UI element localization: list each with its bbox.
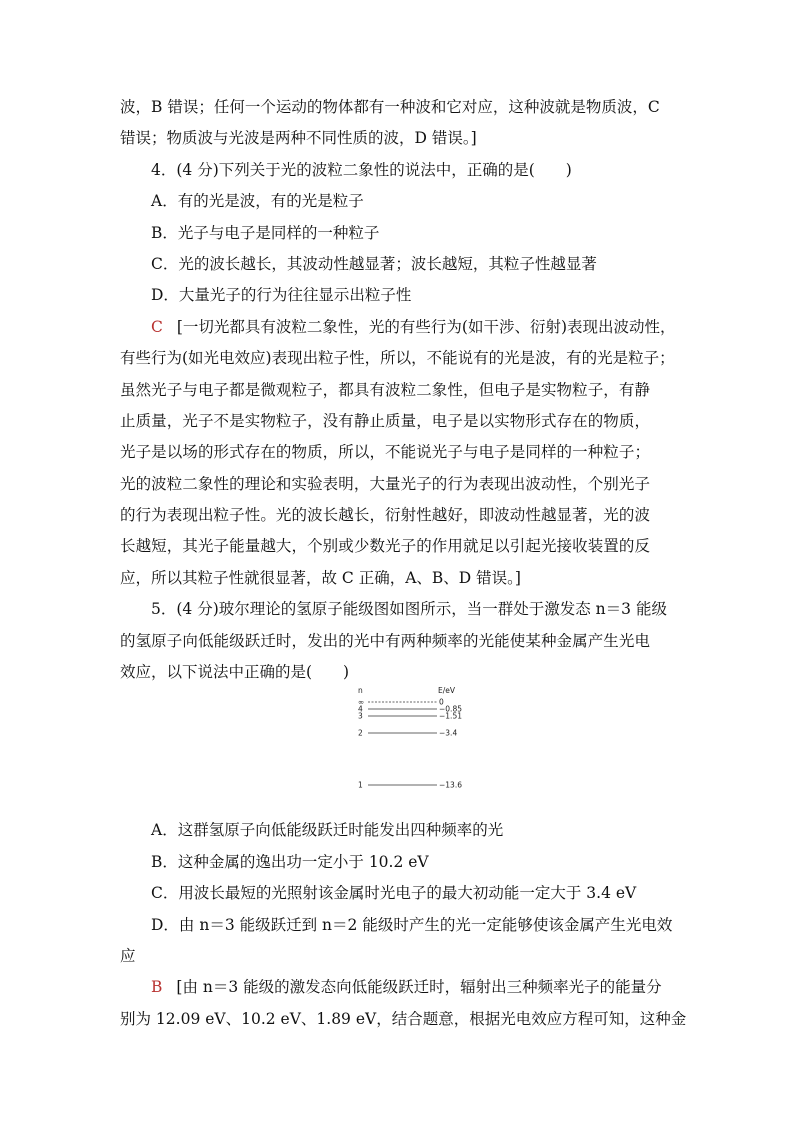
question-5-stem: 效应，以下说法中正确的是( ) xyxy=(120,663,350,682)
question-5-option-d: 应 xyxy=(120,946,136,965)
level-energy-label: 0 xyxy=(439,697,444,707)
level-n-label: 1 xyxy=(358,780,363,790)
level-n-label: 4 xyxy=(358,704,363,714)
question-5-option-c: C．用波长最短的光照射该金属时光电子的最大初动能一定大于 3.4 eV xyxy=(151,884,637,903)
question-4-explanation-line: C [一切光都具有波粒二象性，光的有些行为(如干涉、衍射)表现出波动性， xyxy=(151,317,676,336)
level-n-label: 3 xyxy=(358,711,363,721)
level-n-label: 2 xyxy=(358,728,363,738)
text-line: 错误；物质波与光波是两种不同性质的波，D 错误。] xyxy=(120,129,477,148)
question-4-option-b: B．光子与电子是同样的一种粒子 xyxy=(151,223,380,242)
question-5-explanation-line: B [由 n＝3 能级的激发态向低能级跃迁时，辐射出三种频率光子的能量分 xyxy=(151,978,662,997)
question-4-answer: C xyxy=(151,317,163,336)
energy-level-svg xyxy=(355,684,475,794)
question-4-explanation-line: 止质量，光子不是实物粒子，没有静止质量，电子是以实物形式存在的物质， xyxy=(120,411,650,430)
question-4-option-c: C．光的波长越长，其波动性越显著；波长越短，其粒子性越显著 xyxy=(151,254,597,273)
text-line: 波，B 错误；任何一个运动的物体都有一种波和它对应，这种波就是物质波，C xyxy=(120,98,660,116)
question-5-stem: 的氢原子向低能级跃迁时，发出的光中有两种频率的光能使某种金属产生光电 xyxy=(120,631,650,650)
question-5-option-d: D．由 n＝3 能级跃迁到 n＝2 能级时产生的光一定能够使该金属产生光电效 xyxy=(151,915,673,934)
question-4-explanation-line: 长越短，其光子能量越大，个别或少数光子的作用就足以引起光接收装置的反 xyxy=(120,537,650,556)
question-4-explanation-line: 光的波粒二象性的理论和实验表明，大量光子的行为表现出波动性，个别光子 xyxy=(120,474,650,493)
level-energy-label: −1.51 xyxy=(439,711,462,721)
question-4-stem: 4．(4 分)下列关于光的波粒二象性的说法中，正确的是( ) xyxy=(151,160,572,179)
question-4-explanation-line: 有些行为(如光电效应)表现出粒子性，所以，不能说有的光是波，有的光是粒子； xyxy=(120,349,675,368)
question-4-explanation-line: 的行为表现出粒子性。光的波长越长，衍射性越好，即波动性越显著，光的波 xyxy=(120,506,650,525)
level-energy-label: −13.6 xyxy=(439,780,462,790)
question-5-explanation-line: 别为 12.09 eV、10.2 eV、1.89 eV，结合题意，根据光电效应方程可知，这种金 xyxy=(120,1009,687,1028)
level-n-label: ∞ xyxy=(358,697,365,707)
question-4-explanation-line: 光子是以场的形式存在的物质，所以，不能说光子与电子是同样的一种粒子； xyxy=(120,443,650,462)
question-5-option-b: B．这种金属的逸出功一定小于 10.2 eV xyxy=(151,852,429,871)
axis-label-n: n xyxy=(358,686,363,695)
question-4-option-a: A．有的光是波，有的光是粒子 xyxy=(151,192,364,211)
question-4-option-d: D．大量光子的行为往往显示出粒子性 xyxy=(151,286,412,305)
axis-label-energy: E/eV xyxy=(438,686,456,695)
question-5-option-a: A．这群氢原子向低能级跃迁时能发出四种频率的光 xyxy=(151,821,504,840)
text-body xyxy=(120,92,687,1035)
level-energy-label: −3.4 xyxy=(439,728,458,738)
question-5-answer: B xyxy=(151,978,163,997)
level-energy-label: −0.85 xyxy=(439,704,462,714)
question-4-explanation-line: 虽然光子与电子都是微观粒子，都具有波粒二象性，但电子是实物粒子，有静 xyxy=(120,380,650,399)
question-4-explanation-line: 应，所以其粒子性就很显著，故 C 正确，A、B、D 错误。] xyxy=(120,568,521,587)
question-5-stem: 5．(4 分)玻尔理论的氢原子能级图如图所示，当一群处于激发态 n＝3 能级 xyxy=(151,600,667,619)
energy-level-diagram xyxy=(355,684,475,794)
